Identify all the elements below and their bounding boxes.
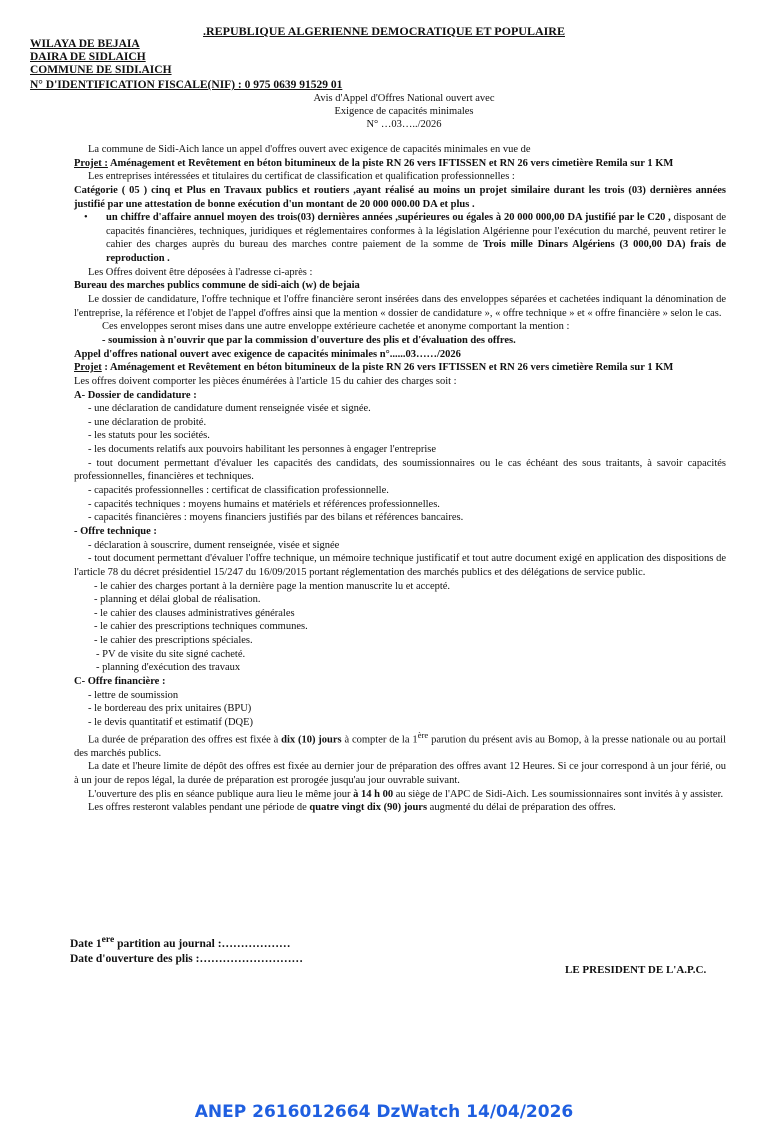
list-item: - lettre de soumission xyxy=(88,689,179,701)
daira-line: DAIRA DE SIDLAICH xyxy=(30,50,146,63)
section-c-heading: C- Offre financière : xyxy=(74,675,166,687)
projet-paragraph xyxy=(74,157,726,171)
notice-title-line-2: Exigence de capacités minimales xyxy=(334,106,474,118)
intro-paragraph: La commune de Sidi-Aich lance un appel d'offres ouvert avec exigence de capacités minimales en vue de xyxy=(88,144,531,155)
dates-block xyxy=(70,934,303,967)
notice-number: N° …03…../2026 xyxy=(366,119,442,131)
chiffre-affaire-tail: Trois mille Dinars Algériens (3 000,00 DA) frais de reproduction . xyxy=(106,239,726,265)
notice-title-line-1: Avis d'Appel d'Offres National ouvert avec xyxy=(313,93,495,104)
chiffre-affaire-text: disposant de capacités financières, techniques, juridiques et réglementaires conformes à la législation Algérienne pour l'exécution du marché, peuvent retirer le cahier des charges auprès du bureau des marches contre paiement de la somme de xyxy=(106,212,726,251)
list-item: - le cahier des prescriptions spéciales. xyxy=(94,635,253,647)
notice-body xyxy=(74,143,726,815)
list-item: - déclaration à souscrire, dument renseignée, visée et signée xyxy=(88,539,340,551)
list-item: - les documents relatifs aux pouvoirs habilitant les personnes à engager l'entreprise xyxy=(88,444,436,456)
section-b-heading: - Offre technique : xyxy=(74,525,157,537)
projet-label: Projet : xyxy=(74,157,108,169)
wilaya-line: WILAYA DE BEJAIA xyxy=(30,38,140,50)
list-item: - capacités professionnelles : certificat de classification professionnelle. xyxy=(88,485,389,497)
list-item: - le devis quantitatif et estimatif (DQE) xyxy=(88,716,254,728)
list-item: - le cahier des prescriptions techniques communes. xyxy=(94,621,308,633)
projet-repeat-label: Projet xyxy=(74,362,102,374)
list-item: - le cahier des charges portant à la dernière page la mention manuscrite lu et accepté. xyxy=(94,580,451,592)
section-a-heading: A- Dossier de candidature : xyxy=(74,389,197,401)
chiffre-affaire-paragraph xyxy=(74,211,726,266)
validite-paragraph: Les offres resteront valables pendant une période de quatre vingt dix (90) jours augmenté du délai de préparation des offres. xyxy=(88,802,616,814)
date-partition-line: Date 1ere partition au journal :……………… xyxy=(70,934,291,950)
footer-reference: ANEP 2616012664 DzWatch 14/04/2026 xyxy=(194,1102,574,1122)
president-signature: LE PRESIDENT DE L'A.P.C. xyxy=(565,964,707,976)
list-item: - planning et délai global de réalisation. xyxy=(94,594,261,606)
republic-header: .REPUBLIQUE ALGERIENNE DEMOCRATIQUE ET POPULAIRE xyxy=(203,24,565,38)
date-ouverture-line: Date d'ouverture des plis :……………………… xyxy=(70,952,303,965)
notice-title xyxy=(0,92,768,131)
memoire-paragraph: - tout document permettant d'évaluer l'offre technique, un mémoire technique justificatif et tout autre document exigé en application des dispositions de l'article 78 du décret présidentiel 15/247 du 16/09/2015 portant réglementation des marchés publics et des délégations de service public. xyxy=(74,553,726,578)
projet-text: Aménagement et Revêtement en béton bitumineux de la piste RN 26 vers IFTISSEN et RN 26 vers cimetière Remila sur 1 KM xyxy=(107,157,674,169)
commune-line: COMMUNE DE SIDI.AICH xyxy=(30,63,172,76)
projet-repeat-text: : Aménagement et Revêtement en béton bitumineux de la piste RN 26 vers IFTISSEN et RN 26 vers cimetière Remila sur 1 KM xyxy=(101,362,674,374)
entreprises-paragraph: Les entreprises intéressées et titulaires du certificat de classification et qualification professionnelles : xyxy=(88,171,515,183)
administration-block xyxy=(30,38,172,77)
list-item: - une déclaration de candidature dument renseignée visée et signée. xyxy=(88,403,371,415)
soumission-mention: - soumission à n'ouvrir que par la commission d'ouverture des plis et d'évaluation des offres. xyxy=(102,334,516,346)
list-item: - le bordereau des prix unitaires (BPU) xyxy=(88,703,252,715)
date-limite-paragraph: La date et l'heure limite de dépôt des offres est fixée au dernier jour de préparation des offres avant 12 Heures. Si ce jour correspond à un jour férié, ou à un jour de repos légal, la durée de préparation est prorogée jusqu'au jour ouvrable suivant. xyxy=(74,761,726,786)
bureau-line: Bureau des marches publics commune de sidi-aich (w) de bejaia xyxy=(74,280,360,292)
nif-line: N° D'IDENTIFICATION FISCALE(NIF) : 0 975 0639 91529 01 xyxy=(30,79,343,91)
categorie-paragraph: Catégorie ( 05 ) cinq et Plus en Travaux publics et routiers ,ayant réalisé au moins un projet similaire durant les trois (03) dernières années justifié par une attestation de bonne exécution d'un montant de 20 000 000.00 DA et plus . xyxy=(74,184,726,210)
duree-paragraph: La durée de préparation des offres est fixée à dix (10) jours à compter de la 1ère parution du présent avis au Bomop, à la presse nationale ou au portail des marchés publics. xyxy=(74,729,726,759)
appel-reference: Appel d'offres national ouvert avec exigence de capacités minimales n°......03……/2026 xyxy=(74,348,461,360)
projet-repeat-paragraph xyxy=(74,361,726,375)
offres-adresse-line: Les Offres doivent être déposées à l'adresse ci-après : xyxy=(88,266,313,278)
pieces-line: Les offres doivent comporter les pièces énumérées à l'article 15 du cahier des charges soit : xyxy=(74,375,457,387)
list-item: - une déclaration de probité. xyxy=(88,416,207,428)
chiffre-affaire-bold: un chiffre d'affaire annuel moyen des trois(03) dernières années ,supérieures ou égales à 20 000 000,00 DA justifié par le C20 , xyxy=(106,212,671,224)
list-item: - PV de visite du site signé cacheté. xyxy=(96,648,246,660)
list-item: - le cahier des clauses administratives générales xyxy=(94,607,295,619)
capacites-paragraph: - tout document permettant d'évaluer les capacités des candidats, des soumissionnaires ou le cas échéant des sous traitants, à savoir capacités professionnelles, financières et techniques. xyxy=(74,457,726,483)
bullet-icon: • xyxy=(84,212,88,224)
list-item: - planning d'exécution des travaux xyxy=(96,662,241,674)
list-item: - les statuts pour les sociétés. xyxy=(88,430,210,442)
ouverture-paragraph: L'ouverture des plis en séance publique aura lieu le même jour à 14 h 00 au siège de l'APC de Sidi-Aich. Les soumissionnaires sont invités à y assister. xyxy=(88,788,724,800)
list-item: - capacités financières : moyens financiers justifiés par des bilans et références bancaires. xyxy=(88,512,464,524)
enveloppes-line: Ces enveloppes seront mises dans une autre enveloppe extérieure cachetée et anonyme comportant la mention : xyxy=(102,321,570,333)
dossier-paragraph: Le dossier de candidature, l'offre technique et l'offre financière seront insérées dans des enveloppes séparées et cachetées indiquant la dénomination de l'entreprise, la référence et l'objet de l'appel d'offres ainsi que la mention « dossier de candidature », « offre technique » et « offre financière » selon le cas. xyxy=(74,294,726,319)
list-item: - capacités techniques : moyens humains et matériels et références professionnelles. xyxy=(88,498,440,510)
